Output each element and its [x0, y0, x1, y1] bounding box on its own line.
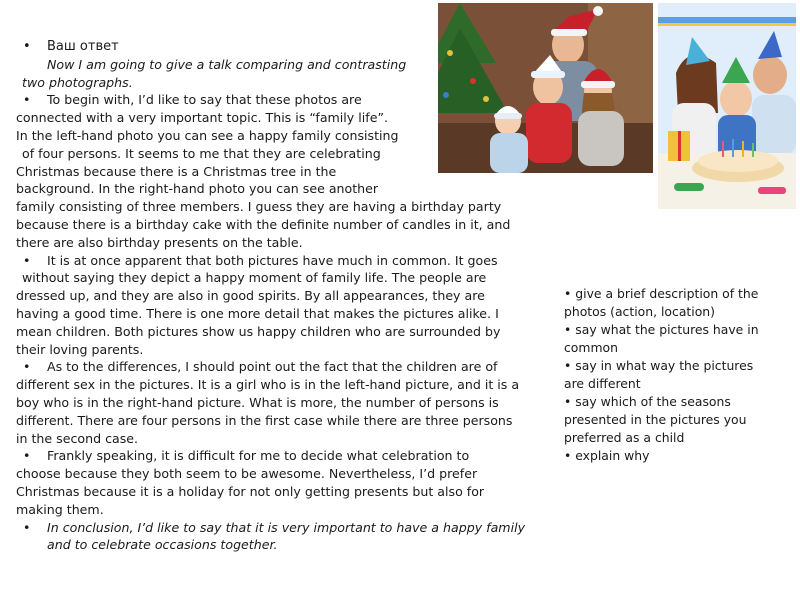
essay-bullet-line: [16, 447, 556, 465]
task-bullet-line: [564, 393, 789, 411]
essay-line-text: and to celebrate occasions together.: [47, 537, 278, 553]
essay-line-text: boy who is in the right-hand picture. What is more, the number of persons is: [16, 394, 499, 410]
essay-line-text: Christmas because it is a holiday for not only getting presents but also for: [16, 483, 485, 499]
essay-line: [16, 412, 556, 430]
answer-heading: [16, 38, 556, 56]
task-line-text: presented in the pictures you: [564, 412, 747, 427]
essay-line: [16, 145, 556, 163]
essay-line-text: different sex in the pictures. It is a girl who is in the left-hand picture, and it is a: [16, 377, 520, 393]
essay-bullet-line: [16, 519, 556, 537]
essay-line-text: choose because they both seem to be awesome. Nevertheless, I’d prefer: [16, 466, 478, 482]
essay-line-text: because there is a birthday cake with the definite number of candles in it, and: [16, 216, 511, 232]
essay-line: [16, 74, 556, 92]
essay-line: [16, 287, 556, 305]
task-line-text: say in what way the pictures: [575, 358, 754, 373]
task-line-text: are different: [564, 376, 641, 391]
essay-line: [16, 376, 556, 394]
answer-essay: [16, 38, 556, 554]
bullet-icon: •: [23, 448, 31, 464]
task-line-text: say which of the seasons: [575, 394, 731, 409]
task-line: [564, 375, 789, 393]
essay-line-text: mean children. Both pictures show us happy children who are surrounded by: [16, 323, 501, 339]
bullet-icon: •: [564, 358, 572, 373]
essay-line-text: of four persons. It seems to me that they are celebrating: [22, 145, 381, 161]
essay-line-text: In conclusion, I’d like to say that it is very important to have a happy family: [47, 519, 526, 535]
bullet-icon: •: [564, 322, 572, 337]
essay-line-text: Christmas because there is a Christmas tree in the: [16, 163, 337, 179]
task-lines: [564, 285, 789, 465]
task-line-text: preferred as a child: [564, 430, 685, 445]
task-bullet-line: [564, 357, 789, 375]
task-line: [564, 339, 789, 357]
bullet-icon: •: [564, 394, 572, 409]
essay-line: [16, 163, 556, 181]
task-bullet-line: [564, 447, 789, 465]
task-line: [564, 303, 789, 321]
task-line-text: give a brief description of the: [575, 286, 759, 301]
heading-text: Ваш ответ: [47, 39, 119, 54]
essay-line-text: making them.: [16, 501, 104, 517]
essay-lines: [16, 56, 556, 554]
essay-line-text: connected with a very important topic. This is “family life”.: [16, 110, 388, 126]
essay-line: [16, 216, 556, 234]
task-bullet-line: [564, 321, 789, 339]
task-line-text: explain why: [575, 448, 650, 463]
bullet-icon: •: [23, 92, 31, 108]
task-line: [564, 429, 789, 447]
essay-bullet-line: [16, 252, 556, 270]
essay-line-text: having a good time. There is one more detail that makes the pictures alike. I: [16, 305, 499, 321]
task-line-text: say what the pictures have in: [575, 322, 759, 337]
essay-line-text: their loving parents.: [16, 341, 144, 357]
essay-line: [16, 501, 556, 519]
essay-line-text: in the second case.: [16, 430, 139, 446]
bullet-icon: •: [564, 286, 572, 301]
essay-line: [16, 305, 556, 323]
essay-line: [16, 465, 556, 483]
essay-bullet-line: [16, 358, 556, 376]
essay-line-text: dressed up, and they are also in good spirits. By all appearances, they are: [16, 288, 485, 304]
birthday-family-photo: [658, 3, 796, 209]
essay-line: [16, 323, 556, 341]
essay-line-text: background. In the right-hand photo you can see another: [16, 181, 379, 197]
bullet-icon: •: [23, 39, 31, 54]
essay-line: [16, 269, 556, 287]
essay-line-text: different. There are four persons in the first case while there are three persons: [16, 412, 513, 428]
essay-line-text: Frankly speaking, it is difficult for me to decide what celebration to: [47, 448, 470, 464]
essay-line-text: two photographs.: [22, 74, 133, 90]
task-line: [564, 411, 789, 429]
task-line-text: photos (action, location): [564, 304, 715, 319]
essay-line-text: To begin with, I’d like to say that these photos are: [47, 92, 362, 108]
essay-line: [16, 483, 556, 501]
essay-bullet-line: [16, 91, 556, 109]
essay-line: [16, 536, 556, 554]
essay-line: [16, 430, 556, 448]
essay-line: [16, 56, 556, 74]
bullet-icon: •: [23, 359, 31, 375]
essay-line: [16, 198, 556, 216]
essay-line-text: It is at once apparent that both pictures have much in common. It goes: [47, 252, 498, 268]
bullet-icon: •: [23, 252, 31, 268]
essay-line: [16, 127, 556, 145]
task-bullet-line: [564, 285, 789, 303]
task-list: [564, 285, 789, 465]
essay-line-text: without saying they depict a happy moment of family life. The people are: [22, 270, 487, 286]
birthday-family-illustration: [658, 3, 796, 209]
essay-line: [16, 109, 556, 127]
essay-line: [16, 394, 556, 412]
essay-line: [16, 234, 556, 252]
essay-line-text: there are also birthday presents on the table.: [16, 234, 303, 250]
essay-line-text: family consisting of three members. I guess they are having a birthday party: [16, 199, 502, 215]
bullet-icon: •: [23, 519, 31, 535]
bullet-icon: •: [564, 448, 572, 463]
essay-line-text: Now I am going to give a talk comparing and contrasting: [47, 56, 407, 72]
essay-line-text: In the left-hand photo you can see a happy family consisting: [16, 127, 399, 143]
essay-line-text: As to the differences, I should point out the fact that the children are of: [47, 359, 498, 375]
task-line-text: common: [564, 340, 618, 355]
essay-line: [16, 341, 556, 359]
essay-line: [16, 180, 556, 198]
